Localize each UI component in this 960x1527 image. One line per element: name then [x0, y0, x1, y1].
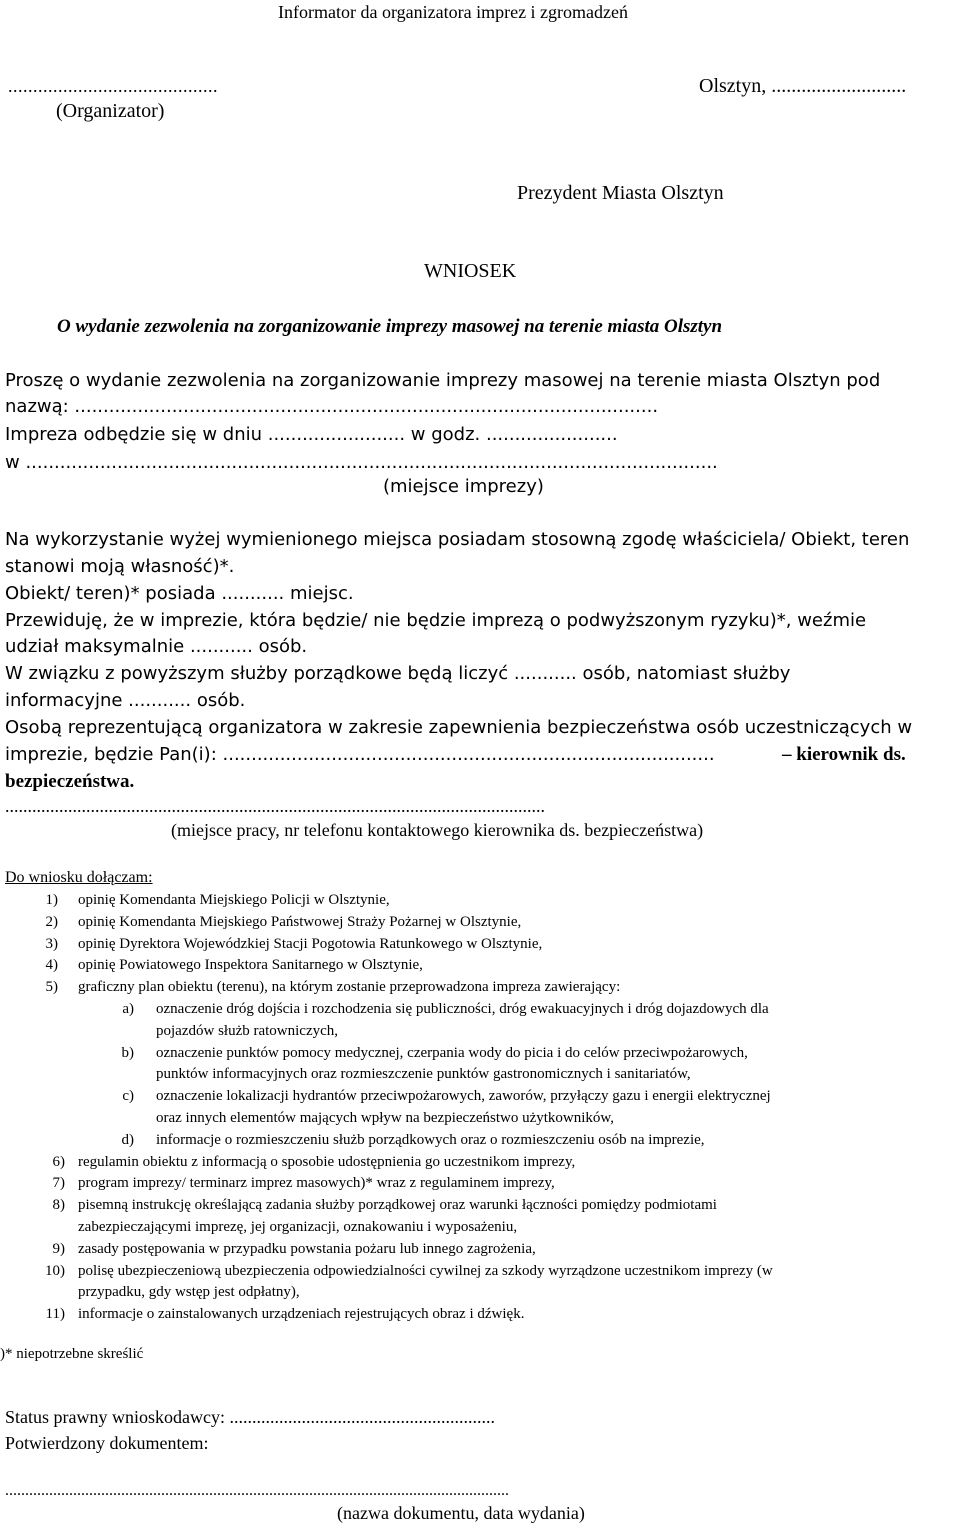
event-place-caption: (miejsce imprezy) — [383, 476, 544, 497]
event-date-line: Impreza odbędzie się w dniu ........................ w godz. ....................... — [5, 424, 618, 445]
services-line-2: informacyjne ........... osób. — [5, 690, 246, 711]
list-item-text: pojazdów służb ratowniczych, — [156, 1022, 339, 1039]
list-item-text: program imprezy/ terminarz imprez masowych)* wraz z regulaminem imprezy, — [78, 1175, 555, 1192]
list-item-number: 3) — [45, 935, 58, 952]
list-item-text: oraz innych elementów mających wpływ na bezpieczeństwo użytkowników, — [156, 1110, 615, 1126]
list-item-number: 10) — [45, 1262, 65, 1279]
request-line-2: nazwą: ...................................................................................................... — [5, 396, 659, 417]
list-item-number: 1) — [45, 892, 58, 908]
list-item-number: d) — [121, 1131, 134, 1148]
list-item-text: oznaczenie punktów pomocy medycznej, czerpania wody do picia i do celów przeciwpożarowych, — [156, 1044, 748, 1061]
list-item-text: polisę ubezpieczeniową ubezpieczenia odpowiedzialności cywilnej za szkody wyrządzone uczestnikom imprezy (w — [78, 1262, 773, 1279]
form-subtitle: O wydanie zezwolenia na zorganizowanie imprezy masowej na terenie miasta Olsztyn — [57, 316, 723, 337]
document-header: Informator da organizatora imprez i zgromadzeń — [278, 2, 629, 22]
list-item-text: oznaczenie lokalizacji hydrantów przeciwpożarowych, zaworów, przyłączy gazu i energii elektrycznej — [156, 1088, 771, 1105]
list-item-number: 8) — [52, 1197, 65, 1214]
list-item-number: 4) — [45, 957, 58, 974]
services-line-1: W związku z powyższym służby porządkowe będą liczyć ........... osób, natomiast służby — [5, 663, 791, 684]
list-item-text: punktów informacyjnych oraz rozmieszczenie punktów gastronomicznych i sanitariatów, — [156, 1066, 691, 1083]
list-item-text: opinię Komendanta Miejskiego Państwowej Straży Pożarnej w Olsztynie, — [78, 913, 522, 930]
confirmed-by-label: Potwierdzony dokumentem: — [5, 1433, 209, 1453]
participants-line-1: Przewiduję, że w imprezie, która będzie/ nie będzie imprezą o podwyższonym ryzyku)*, weźmie — [5, 610, 867, 631]
participants-line-2: udział maksymalnie ........... osób. — [5, 636, 308, 657]
organizer-dots: .......................................... — [8, 76, 218, 96]
list-item-number: 6) — [52, 1153, 65, 1170]
list-item-text: opinię Dyrektora Wojewódzkiej Stacji Pogotowia Ratunkowego w Olsztynie, — [78, 935, 543, 952]
list-item-text: opinię Powiatowego Inspektora Sanitarnego w Olsztynie, — [78, 957, 423, 974]
addressee: Prezydent Miasta Olsztyn — [517, 182, 724, 204]
list-item-text: informacje o rozmieszczeniu służb porządkowych oraz o rozmieszczeniu osób na imprezie, — [156, 1131, 705, 1148]
representative-line-1: Osobą reprezentującą organizatora w zakresie zapewnienia bezpieczeństwa osób uczestniczących w — [5, 717, 913, 738]
list-item-number: 7) — [52, 1175, 65, 1192]
list-item-text: pisemną instrukcję określającą zadania służby porządkowej oraz warunki łączności pomiędzy podmiotami — [78, 1197, 717, 1214]
list-item-text: przypadku, gdy wstęp jest odpłatny), — [78, 1284, 300, 1301]
list-item-text: informacje o zainstalowanych urządzeniach rejestrujących obraz i dźwięk. — [78, 1306, 525, 1323]
document-caption: (nazwa dokumentu, data wydania) — [337, 1503, 585, 1523]
list-item-number: 2) — [45, 913, 58, 930]
organizer-label: (Organizator) — [56, 100, 165, 122]
list-item-number: 11) — [45, 1306, 65, 1323]
legal-status-line: Status prawny wnioskodawcy: ........................................................... — [5, 1407, 495, 1427]
list-item-text: graficzny plan obiektu (terenu), na którym zostanie przeprowadzona impreza zawierający: — [78, 979, 621, 996]
list-item-number: a) — [122, 1001, 134, 1017]
event-place-line: w ......................................................................................................................... — [5, 452, 718, 473]
capacity-line: Obiekt/ teren)* posiada ........... miejsc. — [5, 583, 354, 604]
document-dots: .............................................................................................................................. — [5, 1482, 509, 1499]
workplace-dots: ........................................................................................................................ — [5, 796, 545, 816]
list-item-number: b) — [121, 1044, 134, 1061]
list-item-number: 9) — [52, 1240, 65, 1257]
security-manager-label: – kierownik ds. — [782, 744, 906, 765]
attachments-heading: Do wniosku dołączam: — [5, 869, 153, 886]
representative-line-2: imprezie, będzie Pan(i): ...................................................................................... — [5, 744, 715, 765]
workplace-caption: (miejsce pracy, nr telefonu kontaktowego kierownika ds. bezpieczeństwa) — [171, 820, 704, 840]
list-item-text: opinię Komendanta Miejskiego Policji w Olsztynie, — [78, 892, 390, 908]
list-item-text: oznaczenie dróg dojścia i rozchodzenia się publiczności, dróg ewakuacyjnych i dróg dojazdowych dla — [156, 1001, 769, 1017]
form-title: WNIOSEK — [424, 260, 517, 282]
consent-line-1: Na wykorzystanie wyżej wymienionego miejsca posiadam stosowną zgodę właściciela/ Obiekt, teren — [5, 529, 910, 550]
security-label: bezpieczeństwa. — [5, 771, 135, 792]
request-line-1: Proszę o wydanie zezwolenia na zorganizowanie imprezy masowej na terenie miasta Olsztyn pod — [5, 370, 881, 391]
list-item-number: c) — [122, 1088, 134, 1105]
list-item-text: zasady postępowania w przypadku powstania pożaru lub innego zagrożenia, — [78, 1240, 536, 1257]
footnote: )* niepotrzebne skreślić — [0, 1346, 144, 1362]
list-item-text: regulamin obiektu z informacją o sposobie udostępnienia go uczestnikom imprezy, — [78, 1153, 576, 1170]
list-item-number: 5) — [45, 979, 58, 996]
place-date: Olsztyn, ........................... — [699, 75, 907, 97]
consent-line-2: stanowi moją własność)*. — [5, 556, 235, 577]
list-item-text: zabezpieczającymi imprezę, jej organizacji, oznakowaniu i wyposażeniu, — [78, 1219, 518, 1235]
